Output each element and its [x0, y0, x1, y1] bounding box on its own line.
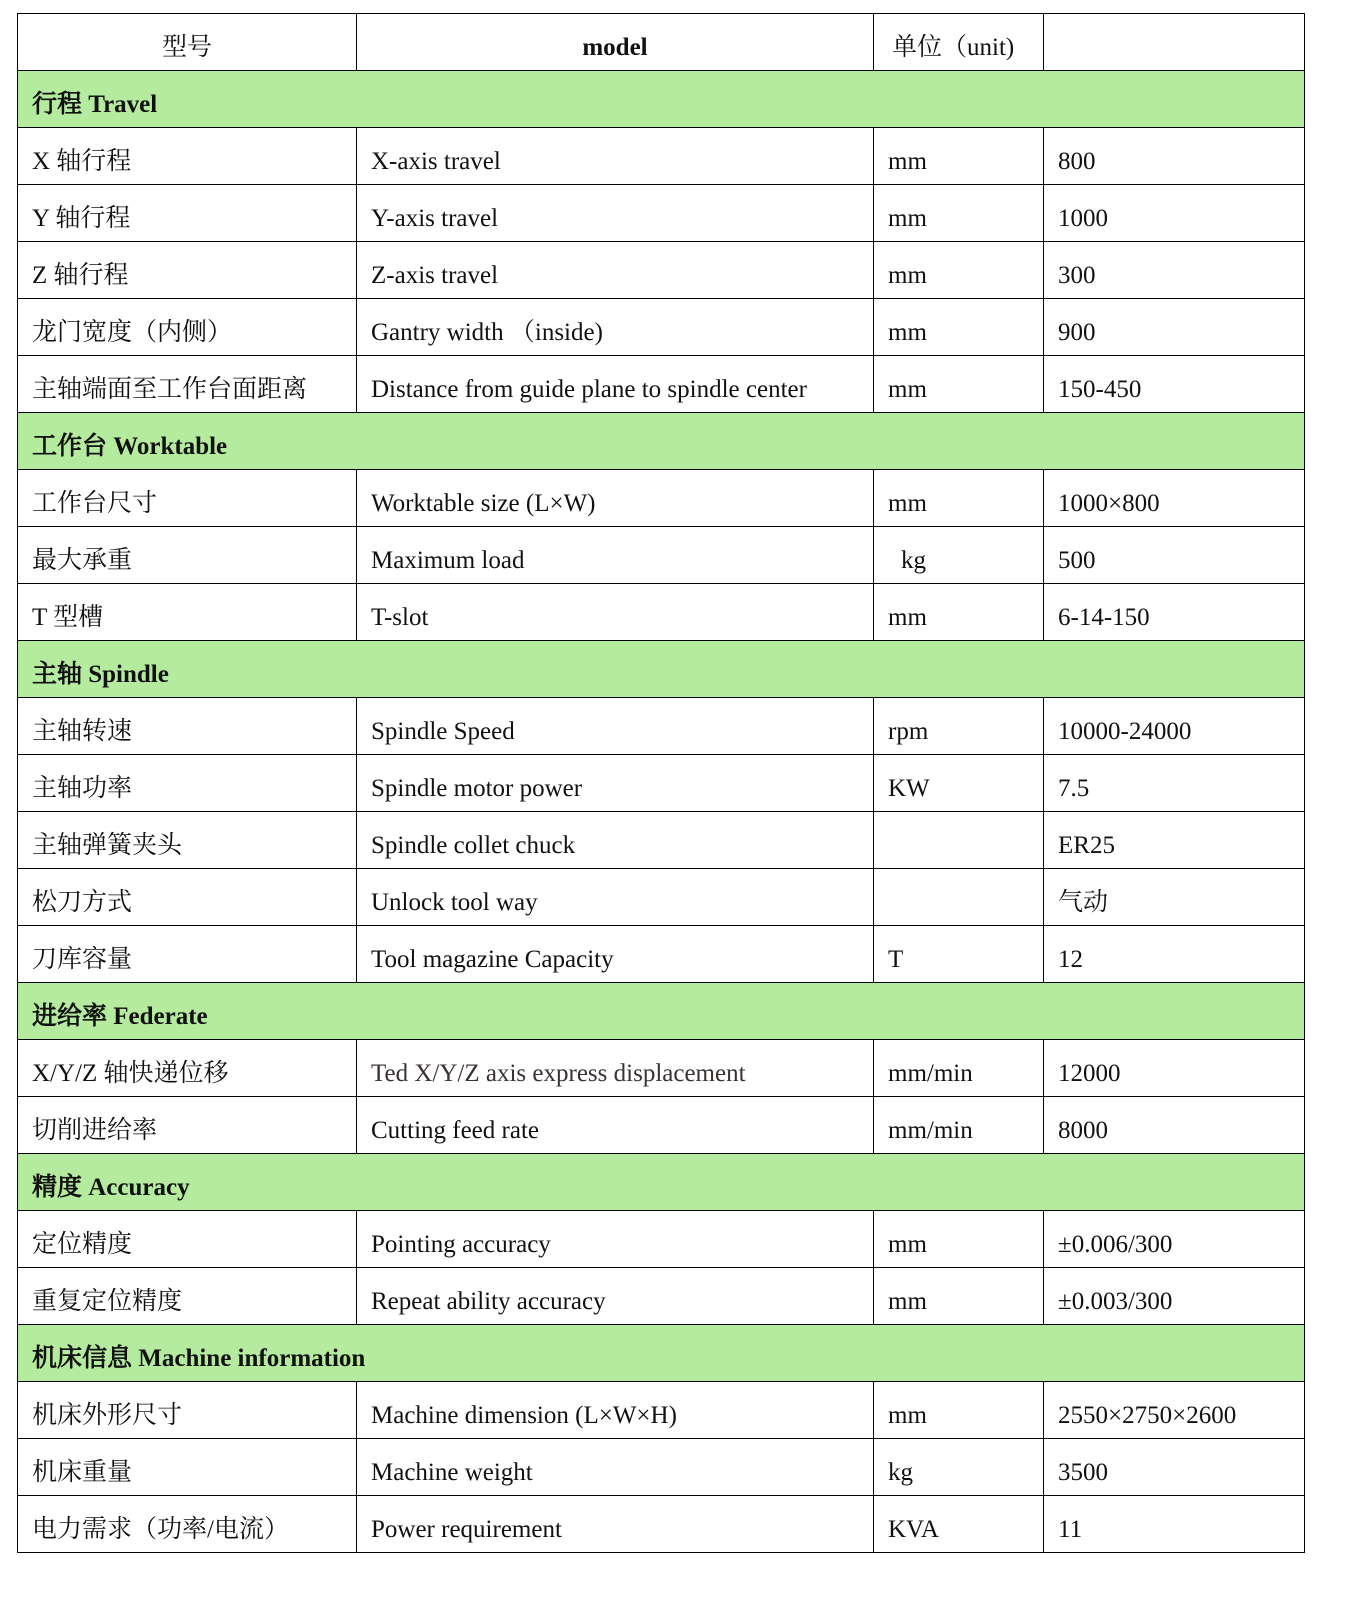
cell-english-name: Repeat ability accuracy: [357, 1268, 874, 1325]
cell-english-name: Gantry width （inside): [357, 299, 874, 356]
cell-value: 8000: [1044, 1097, 1305, 1154]
cell-english-name: Z-axis travel: [357, 242, 874, 299]
cell-english-name: Spindle collet chuck: [357, 812, 874, 869]
header-value: [1044, 14, 1305, 71]
cell-english-name: Ted X/Y/Z axis express displacement: [357, 1040, 874, 1097]
cell-unit: KW: [874, 755, 1044, 812]
cell-value: 10000-24000: [1044, 698, 1305, 755]
cell-chinese-name: X/Y/Z 轴快递位移: [18, 1040, 357, 1097]
section-title: 机床信息 Machine information: [18, 1325, 1305, 1382]
table-row: [18, 527, 1305, 584]
cell-value: 150-450: [1044, 356, 1305, 413]
section-title: 工作台 Worktable: [18, 413, 1305, 470]
cell-unit: mm/min: [874, 1040, 1044, 1097]
cell-unit: mm: [874, 1268, 1044, 1325]
cell-english-name: T-slot: [357, 584, 874, 641]
section-header: [18, 71, 1305, 128]
cell-value: 11: [1044, 1496, 1305, 1553]
cell-chinese-name: 定位精度: [18, 1211, 357, 1268]
cell-chinese-name: 切削进给率: [18, 1097, 357, 1154]
section-title: 行程 Travel: [18, 71, 1305, 128]
cell-chinese-name: 电力需求（功率/电流）: [18, 1496, 357, 1553]
cell-value: ±0.003/300: [1044, 1268, 1305, 1325]
section-title: 主轴 Spindle: [18, 641, 1305, 698]
cell-value: 3500: [1044, 1439, 1305, 1496]
cell-value: 300: [1044, 242, 1305, 299]
cell-chinese-name: 主轴弹簧夹头: [18, 812, 357, 869]
cell-unit: mm: [874, 128, 1044, 185]
table-row: [18, 242, 1305, 299]
cell-unit: rpm: [874, 698, 1044, 755]
table-row: [18, 299, 1305, 356]
header-unit: 单位（unit): [874, 14, 1044, 71]
cell-unit: mm: [874, 242, 1044, 299]
table-row: [18, 185, 1305, 242]
table-row: [18, 1382, 1305, 1439]
cell-chinese-name: Z 轴行程: [18, 242, 357, 299]
cell-english-name: X-axis travel: [357, 128, 874, 185]
cell-english-name: Y-axis travel: [357, 185, 874, 242]
table-row: [18, 698, 1305, 755]
spec-table: [17, 13, 1305, 1553]
cell-value: 气动: [1044, 869, 1305, 926]
cell-unit: T: [874, 926, 1044, 983]
cell-unit: mm: [874, 185, 1044, 242]
cell-chinese-name: 机床外形尺寸: [18, 1382, 357, 1439]
table-header-row: [18, 14, 1305, 71]
cell-chinese-name: 龙门宽度（内侧）: [18, 299, 357, 356]
cell-chinese-name: X 轴行程: [18, 128, 357, 185]
cell-unit: mm: [874, 470, 1044, 527]
cell-unit: [874, 869, 1044, 926]
cell-english-name: Cutting feed rate: [357, 1097, 874, 1154]
cell-english-name: Distance from guide plane to spindle center: [357, 356, 874, 413]
cell-value: ER25: [1044, 812, 1305, 869]
cell-value: 2550×2750×2600: [1044, 1382, 1305, 1439]
cell-chinese-name: 主轴转速: [18, 698, 357, 755]
cell-unit: mm: [874, 299, 1044, 356]
cell-value: 12: [1044, 926, 1305, 983]
header-cn: 型号: [18, 14, 357, 71]
cell-english-name: Spindle Speed: [357, 698, 874, 755]
cell-chinese-name: Y 轴行程: [18, 185, 357, 242]
table-row: [18, 470, 1305, 527]
table-row: [18, 812, 1305, 869]
cell-english-name: Machine dimension (L×W×H): [357, 1382, 874, 1439]
cell-chinese-name: 工作台尺寸: [18, 470, 357, 527]
cell-chinese-name: 松刀方式: [18, 869, 357, 926]
cell-unit: kg: [874, 527, 1044, 584]
cell-english-name: Unlock tool way: [357, 869, 874, 926]
cell-chinese-name: 主轴功率: [18, 755, 357, 812]
cell-english-name: Power requirement: [357, 1496, 874, 1553]
table-row: [18, 1439, 1305, 1496]
cell-chinese-name: 重复定位精度: [18, 1268, 357, 1325]
cell-value: ±0.006/300: [1044, 1211, 1305, 1268]
section-header: [18, 413, 1305, 470]
cell-value: 1000×800: [1044, 470, 1305, 527]
cell-unit: mm/min: [874, 1097, 1044, 1154]
section-header: [18, 1154, 1305, 1211]
section-header: [18, 641, 1305, 698]
cell-unit: KVA: [874, 1496, 1044, 1553]
cell-unit: mm: [874, 1211, 1044, 1268]
cell-value: 800: [1044, 128, 1305, 185]
cell-chinese-name: 刀库容量: [18, 926, 357, 983]
table-row: [18, 755, 1305, 812]
cell-english-name: Machine weight: [357, 1439, 874, 1496]
section-title: 精度 Accuracy: [18, 1154, 1305, 1211]
table-row: [18, 128, 1305, 185]
table-row: [18, 926, 1305, 983]
table-row: [18, 1211, 1305, 1268]
table-row: [18, 584, 1305, 641]
cell-chinese-name: 主轴端面至工作台面距离: [18, 356, 357, 413]
cell-english-name: Pointing accuracy: [357, 1211, 874, 1268]
cell-value: 7.5: [1044, 755, 1305, 812]
cell-unit: [874, 812, 1044, 869]
cell-value: 900: [1044, 299, 1305, 356]
cell-value: 500: [1044, 527, 1305, 584]
cell-unit: kg: [874, 1439, 1044, 1496]
section-header: [18, 983, 1305, 1040]
cell-value: 6-14-150: [1044, 584, 1305, 641]
cell-english-name: Maximum load: [357, 527, 874, 584]
section-header: [18, 1325, 1305, 1382]
table-row: [18, 1268, 1305, 1325]
cell-unit: mm: [874, 356, 1044, 413]
cell-chinese-name: 最大承重: [18, 527, 357, 584]
table-row: [18, 1496, 1305, 1553]
header-model: model: [357, 14, 874, 71]
section-title: 进给率 Federate: [18, 983, 1305, 1040]
cell-unit: mm: [874, 1382, 1044, 1439]
cell-english-name: Spindle motor power: [357, 755, 874, 812]
cell-value: 12000: [1044, 1040, 1305, 1097]
table-row: [18, 1040, 1305, 1097]
table-row: [18, 1097, 1305, 1154]
cell-value: 1000: [1044, 185, 1305, 242]
cell-chinese-name: 机床重量: [18, 1439, 357, 1496]
cell-unit: mm: [874, 584, 1044, 641]
table-row: [18, 869, 1305, 926]
table-row: [18, 356, 1305, 413]
cell-english-name: Tool magazine Capacity: [357, 926, 874, 983]
cell-english-name: Worktable size (L×W): [357, 470, 874, 527]
cell-chinese-name: T 型槽: [18, 584, 357, 641]
